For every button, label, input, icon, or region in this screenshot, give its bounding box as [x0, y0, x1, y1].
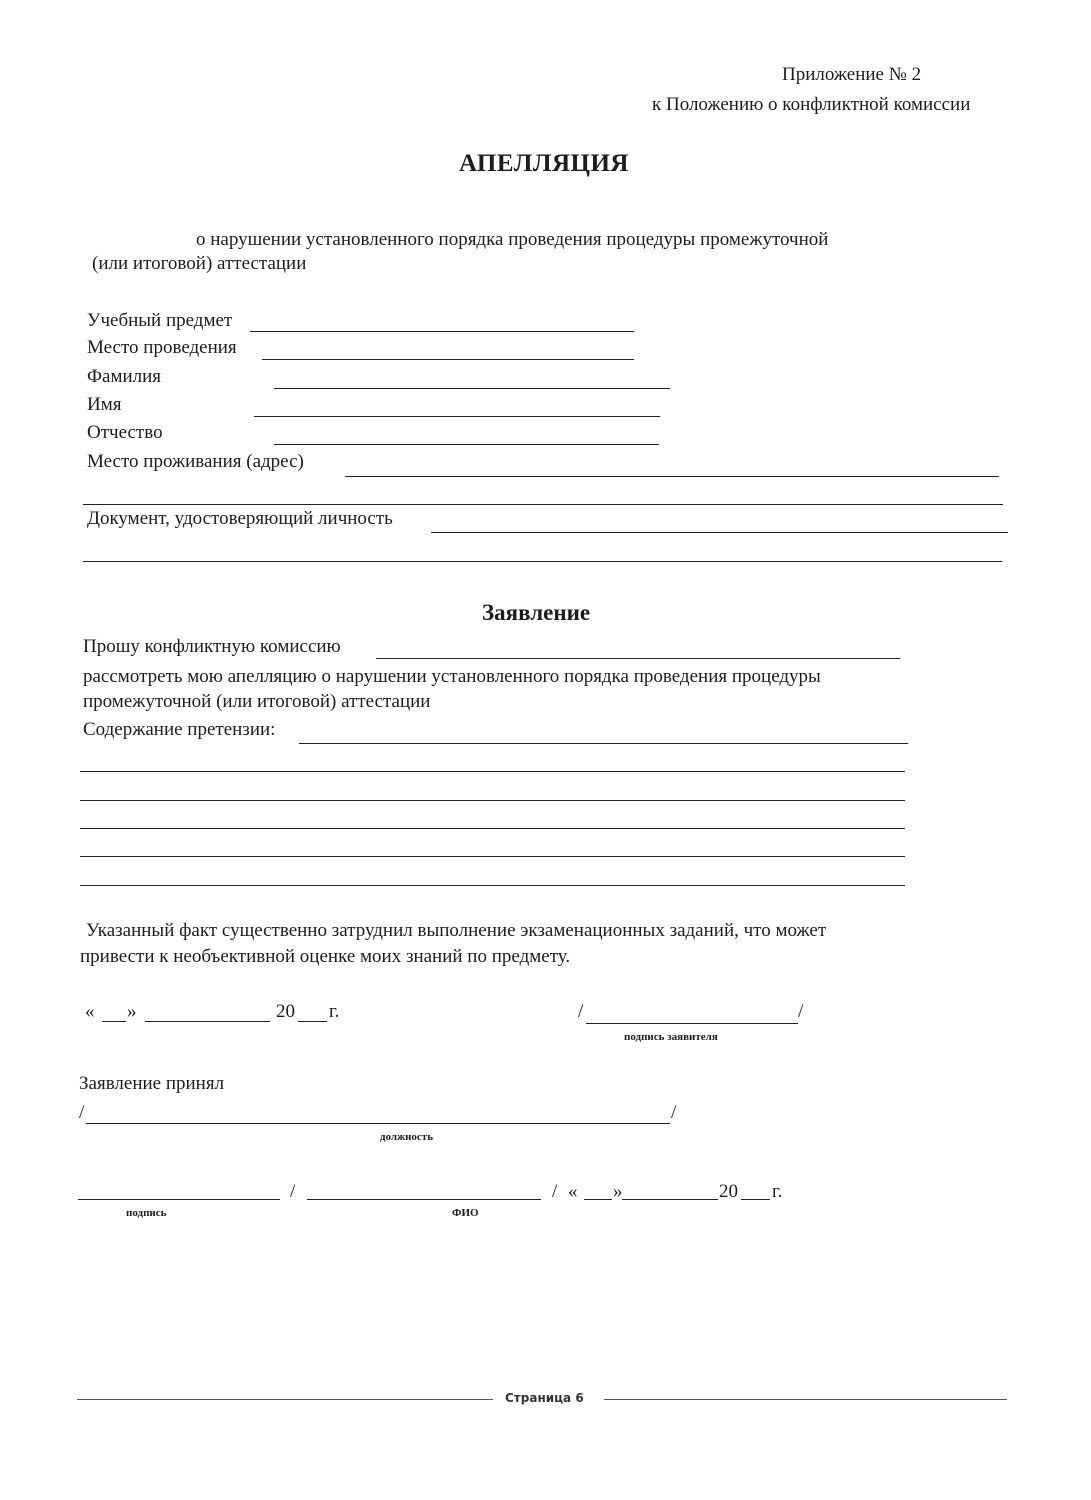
signature-slash-left: /	[578, 1001, 584, 1022]
position-caption: должность	[380, 1131, 434, 1143]
date-year-suffix: г.	[329, 1001, 340, 1022]
receiver-year-line[interactable]	[741, 1199, 770, 1200]
receiver-year-prefix: 20	[719, 1181, 738, 1202]
field-line-address-continued[interactable]	[83, 504, 1003, 505]
receiver-date-close-quote: »	[613, 1181, 623, 1202]
field-label-identity-document: Документ, удостоверяющий личность	[87, 508, 393, 529]
field-label-subject: Учебный предмет	[87, 310, 233, 331]
receiver-date-day-line[interactable]	[584, 1199, 612, 1200]
claim-line-3[interactable]	[80, 800, 905, 801]
document-title: АПЕЛЛЯЦИЯ	[459, 150, 629, 177]
date-close-quote: »	[127, 1001, 137, 1022]
field-label-patronymic: Отчество	[87, 422, 163, 443]
field-label-surname: Фамилия	[87, 366, 162, 387]
receiver-date-open-quote: «	[568, 1181, 578, 1202]
claim-line-5[interactable]	[80, 856, 905, 857]
appendix-reference: к Положению о конфликтной комиссии	[652, 94, 971, 115]
receiver-slash-2: /	[552, 1181, 558, 1202]
field-line-subject[interactable]	[250, 331, 634, 332]
statement-line-3: промежуточной (или итоговой) аттестации	[83, 691, 431, 712]
receiver-signature-line[interactable]	[78, 1199, 280, 1200]
receiver-slash-1: /	[290, 1181, 296, 1202]
field-line-name[interactable]	[254, 416, 660, 417]
applicant-signature-line[interactable]	[586, 1023, 798, 1024]
claim-line-2[interactable]	[80, 771, 905, 772]
field-line-identity-document[interactable]	[431, 532, 1008, 533]
date-day-line[interactable]	[102, 1021, 126, 1022]
field-line-surname[interactable]	[274, 388, 670, 389]
conclusion-line-1: Указанный факт существенно затруднил выполнение экзаменационных заданий, что может	[86, 920, 827, 941]
conclusion-line-2: привести к необъективной оценке моих знаний по предмету.	[80, 946, 571, 967]
applicant-signature-caption: подпись заявителя	[624, 1031, 718, 1043]
receiver-date-month-line[interactable]	[622, 1199, 718, 1200]
date-year-prefix: 20	[276, 1001, 295, 1022]
field-line-venue[interactable]	[262, 359, 634, 360]
footer-rule-right	[604, 1399, 1007, 1400]
field-line-address[interactable]	[345, 476, 999, 477]
receiver-year-suffix: г.	[772, 1181, 783, 1202]
claim-line-6[interactable]	[80, 885, 905, 886]
accepted-label: Заявление принял	[79, 1073, 225, 1094]
receiver-name-caption: ФИО	[452, 1207, 479, 1219]
subtitle-line-2: (или итоговой) аттестации	[92, 253, 307, 274]
claim-line-4[interactable]	[80, 828, 905, 829]
date-month-line[interactable]	[145, 1021, 270, 1022]
footer-rule-left	[77, 1399, 493, 1400]
page-number: Страница 6	[505, 1391, 584, 1405]
field-label-name: Имя	[87, 394, 122, 415]
field-line-identity-document-continued[interactable]	[83, 561, 1002, 562]
statement-line-2: рассмотреть мою апелляцию о нарушении установленного порядка проведения процедуры	[83, 666, 821, 687]
position-line[interactable]	[86, 1123, 670, 1124]
receiver-name-line[interactable]	[307, 1199, 541, 1200]
statement-commission-line[interactable]	[376, 658, 900, 659]
signature-slash-right: /	[798, 1001, 804, 1022]
field-label-venue: Место проведения	[87, 337, 237, 358]
field-line-patronymic[interactable]	[274, 444, 659, 445]
appendix-number: Приложение № 2	[782, 64, 922, 85]
date-year-line[interactable]	[298, 1021, 327, 1022]
date-open-quote: «	[85, 1001, 95, 1022]
field-label-address: Место проживания (адрес)	[87, 451, 304, 472]
position-slash-right: /	[671, 1102, 677, 1123]
statement-heading: Заявление	[482, 600, 591, 625]
claim-line-1[interactable]	[299, 743, 908, 744]
statement-request-prefix: Прошу конфликтную комиссию	[83, 636, 341, 657]
receiver-signature-caption: подпись	[126, 1207, 167, 1219]
claim-label: Содержание претензии:	[83, 719, 276, 740]
position-slash-left: /	[79, 1102, 85, 1123]
subtitle-line-1: о нарушении установленного порядка проведения процедуры промежуточной	[196, 229, 829, 250]
